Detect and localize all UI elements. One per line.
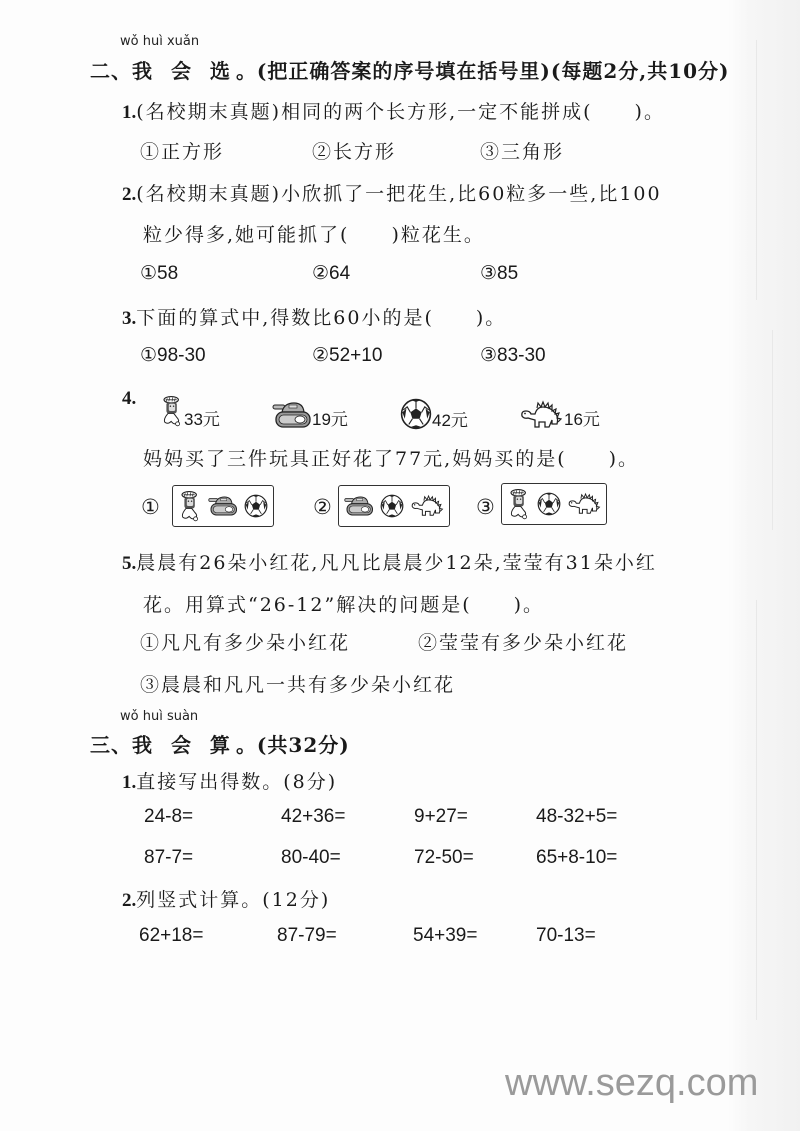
question-4-number bbox=[122, 387, 136, 410]
question-tail: )。 bbox=[634, 101, 665, 123]
q2-option-3: ③85 bbox=[480, 263, 519, 284]
question-number: 5. bbox=[122, 553, 137, 574]
question-number: 2. bbox=[122, 184, 137, 205]
toy-ball bbox=[400, 397, 468, 431]
q4-option-3-mark: ③ bbox=[476, 495, 495, 519]
section3-label: 三、 bbox=[90, 733, 132, 757]
q4-option-2-mark: ② bbox=[313, 495, 332, 519]
section2-title: 我 会 选 bbox=[132, 59, 236, 83]
question-tail: )。 bbox=[608, 448, 640, 470]
calc-item: 62+18= bbox=[139, 925, 204, 946]
doll-icon bbox=[178, 488, 202, 524]
doll-icon bbox=[160, 392, 184, 430]
q2-option-1: ①58 bbox=[140, 263, 179, 284]
section2-instruction: 。(把正确答案的序号填在括号里)(每题2分,共10分) bbox=[235, 59, 730, 83]
section3-pinyin: wǒ huì suàn bbox=[120, 709, 199, 724]
question-1 bbox=[122, 97, 665, 124]
tank-icon bbox=[344, 494, 374, 518]
section2-heading bbox=[90, 55, 730, 84]
calc-item: 65+8-10= bbox=[536, 847, 618, 868]
question-text: 下面的算式中,得数比60小的是( bbox=[136, 307, 434, 329]
tank-icon bbox=[272, 400, 312, 430]
calc-item: 54+39= bbox=[413, 925, 478, 946]
part-title: 直接写出得数。(8分) bbox=[136, 771, 338, 793]
dinosaur-icon bbox=[518, 400, 564, 430]
question-number: 4. bbox=[122, 388, 137, 409]
question-tail: )。 bbox=[513, 594, 545, 616]
question-text-line1: (名校期末真题)小欣抓了一把花生,比60粒多一些,比100 bbox=[136, 183, 662, 205]
calc-item: 70-13= bbox=[536, 925, 596, 946]
q4-option-3-box bbox=[501, 483, 607, 525]
q4-option-2-box bbox=[338, 485, 450, 527]
toy-dinosaur bbox=[518, 400, 600, 430]
soccer-ball-icon bbox=[380, 494, 404, 518]
calc-item: 24-8= bbox=[144, 806, 194, 827]
q1-option-3: ③三角形 bbox=[480, 141, 565, 163]
question-text-line1: 晨晨有26朵小红花,凡凡比晨晨少12朵,莹莹有31朵小红 bbox=[136, 552, 657, 574]
q2-option-2: ②64 bbox=[312, 263, 351, 284]
calc-item: 87-7= bbox=[144, 847, 194, 868]
toy-tank bbox=[272, 400, 348, 430]
section3-heading bbox=[90, 729, 350, 758]
question-tail: )。 bbox=[475, 307, 507, 329]
soccer-ball-icon bbox=[537, 492, 561, 516]
calc-item: 48-32+5= bbox=[536, 806, 618, 827]
calc-item: 87-79= bbox=[277, 925, 337, 946]
section2-label: 二、 bbox=[90, 59, 132, 83]
section2-pinyin: wǒ huì xuǎn bbox=[120, 34, 200, 49]
q3-option-2: ②52+10 bbox=[312, 345, 383, 366]
q1-option-2: ②长方形 bbox=[312, 141, 397, 163]
q4-option-1-mark: ① bbox=[141, 495, 160, 519]
question-text-line2: 粒少得多,她可能抓了( bbox=[143, 224, 350, 246]
section3-instruction: 。(共32分) bbox=[235, 733, 350, 757]
part-number: 2. bbox=[122, 890, 137, 911]
tank-icon bbox=[208, 494, 238, 518]
calc-item: 72-50= bbox=[414, 847, 474, 868]
toy-doll bbox=[160, 392, 220, 430]
doll-icon bbox=[507, 486, 531, 522]
question-5-line2 bbox=[143, 590, 544, 617]
q5-option-2: ②莹莹有多少朵小红花 bbox=[418, 632, 629, 654]
part-1-title bbox=[122, 767, 337, 794]
calc-item: 80-40= bbox=[281, 847, 341, 868]
part-title: 列竖式计算。(12分) bbox=[136, 889, 331, 911]
question-text: 妈妈买了三件玩具正好花了77元,妈妈买的是( bbox=[143, 448, 567, 470]
watermark: www.sezq.com bbox=[505, 1062, 759, 1104]
question-text-line2: 花。用算式“26-12”解决的问题是( bbox=[143, 594, 472, 616]
q1-option-1: ①正方形 bbox=[140, 141, 225, 163]
soccer-ball-icon bbox=[244, 494, 268, 518]
toy-price: 16元 bbox=[564, 410, 600, 429]
question-4-text bbox=[143, 444, 639, 471]
q3-option-1: ①98-30 bbox=[140, 345, 206, 366]
dinosaur-icon bbox=[410, 494, 444, 518]
part-2-title bbox=[122, 885, 330, 912]
q4-option-1-box bbox=[172, 485, 274, 527]
page-edge-bleed-through bbox=[728, 0, 800, 1131]
q5-option-3: ③晨晨和凡凡一共有多少朵小红花 bbox=[140, 674, 456, 696]
question-text: (名校期末真题)相同的两个长方形,一定不能拼成( bbox=[136, 101, 593, 123]
q3-option-3: ③83-30 bbox=[480, 345, 546, 366]
calc-item: 9+27= bbox=[414, 806, 468, 827]
question-3 bbox=[122, 303, 506, 330]
toy-price: 33元 bbox=[184, 410, 220, 429]
question-2-line2 bbox=[143, 220, 485, 247]
question-tail: )粒花生。 bbox=[391, 224, 485, 246]
question-number: 1. bbox=[122, 102, 137, 123]
question-5 bbox=[122, 548, 657, 575]
question-number: 3. bbox=[122, 308, 137, 329]
toy-price: 42元 bbox=[432, 411, 468, 430]
dinosaur-icon bbox=[567, 492, 601, 516]
part-number: 1. bbox=[122, 772, 137, 793]
calc-item: 42+36= bbox=[281, 806, 346, 827]
question-2 bbox=[122, 179, 662, 206]
toy-price: 19元 bbox=[312, 410, 348, 429]
q5-option-1: ①凡凡有多少朵小红花 bbox=[140, 632, 351, 654]
section3-title: 我 会 算 bbox=[132, 733, 236, 757]
soccer-ball-icon bbox=[400, 397, 432, 431]
